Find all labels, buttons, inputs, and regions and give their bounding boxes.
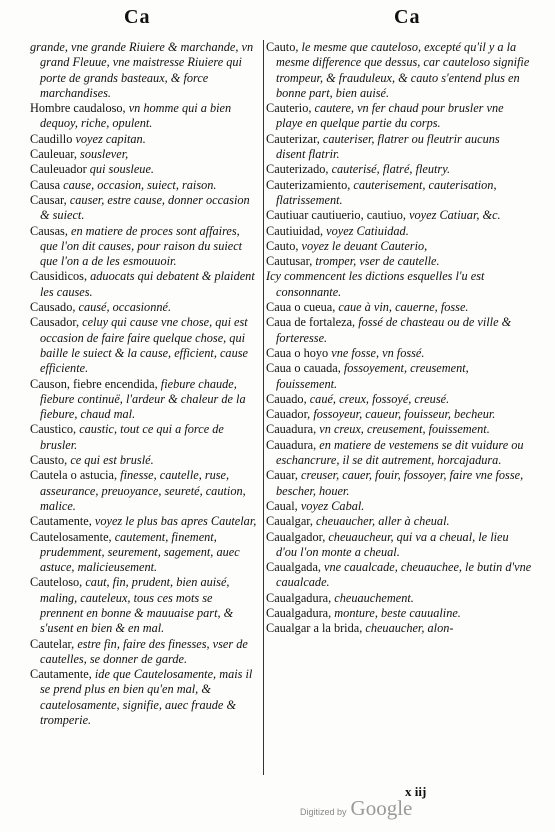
dictionary-entry xyxy=(266,530,532,561)
entry-definition: fiebure chaude, fiebure continuë, l'ardeur & chaleur de la fiebure, chaud mal. xyxy=(40,376,246,422)
entry-definition: le mesme que cauteloso, excepté qu'il y a la mesme difference que dessus, car cauteloso signifie trompeur, & frauduleux, & cauto s'entend plus en bonne part, bien auisé. xyxy=(276,40,530,100)
dictionary-entry xyxy=(266,392,532,407)
left-column xyxy=(30,40,258,728)
dictionary-entry xyxy=(30,162,258,177)
digitized-by-text: Digitized by xyxy=(300,807,347,817)
entry-headword: Caustico, xyxy=(30,422,80,437)
signature-mark: x iij xyxy=(405,784,427,799)
entry-definition: caustic, tout ce qui a force de brusler. xyxy=(40,422,224,452)
entry-headword: Causado, xyxy=(30,300,79,315)
dictionary-entry xyxy=(266,178,532,209)
entry-headword: Cauadura, xyxy=(266,422,320,437)
dictionary-entry xyxy=(30,40,258,101)
dictionary-entry xyxy=(266,591,532,606)
entry-definition: finesse, cautelle, ruse, asseurance, preuoyance, seureté, caution, malice. xyxy=(40,468,246,513)
entry-definition: caué, creux, fossoyé, creusé. xyxy=(309,391,450,406)
entry-definition: vn creux, creusement, fouissement. xyxy=(319,422,490,437)
entry-headword: Cautamente, xyxy=(30,514,95,529)
entry-headword: Caudillo xyxy=(30,131,76,146)
dictionary-entry xyxy=(266,438,532,469)
dictionary-entry xyxy=(266,101,532,132)
dictionary-entry xyxy=(266,315,532,346)
entry-definition: ide que Cautelosamente, mais il se prend plus en bien qu'en mal, & cautelosamente, signifie, auec fraude & tromperie. xyxy=(40,667,253,728)
dictionary-entry xyxy=(30,514,258,529)
dictionary-entry xyxy=(30,147,258,162)
entry-headword: Caua o hoyo xyxy=(266,345,332,360)
entry-headword: Cauto, xyxy=(266,40,302,54)
entry-headword: Cauterio, xyxy=(266,101,315,116)
entry-definition: causé, occasionné. xyxy=(78,300,172,315)
dictionary-entry xyxy=(266,621,532,636)
entry-headword: Caua o cueua, xyxy=(266,300,339,315)
dictionary-entry xyxy=(30,530,258,576)
entry-definition: monture, beste cauualine. xyxy=(334,605,461,620)
entry-headword: Causidicos, xyxy=(30,269,91,284)
entry-headword: Cauador, xyxy=(266,407,314,422)
dictionary-entry xyxy=(266,224,532,239)
entry-headword: Cautelosamente, xyxy=(30,529,115,544)
dictionary-entry xyxy=(30,422,258,453)
entry-definition: creuser, cauer, fouir, fossoyer, faire vne fosse, bescher, houer. xyxy=(276,468,524,498)
dictionary-entry xyxy=(30,468,258,514)
dictionary-entry xyxy=(30,637,258,668)
entry-definition: en matiere de vestemens se dit vuidure ou eschancrure, il se dit autrement, horcajadura. xyxy=(276,437,524,468)
entry-definition: cautement, finement, prudemment, seurement, sagement, auec astuce, malicieusement. xyxy=(40,529,240,575)
entry-headword: Cautelar, xyxy=(30,636,78,651)
entry-definition: Icy commencent les dictions esquelles l'u est consonnante. xyxy=(266,269,485,299)
entry-headword: Cauterizado, xyxy=(266,162,332,177)
entry-headword: Caualgadura, xyxy=(266,605,335,620)
entry-definition: cautere, vn fer chaud pour brusler vne playe en quelque partie du corps. xyxy=(276,101,504,131)
dictionary-entry xyxy=(30,300,258,315)
entry-definition: cauterisement, cauterisation, flatrissement. xyxy=(276,177,497,207)
dictionary-entry xyxy=(30,453,258,468)
entry-headword: Cauadura, xyxy=(266,437,320,452)
dictionary-entry xyxy=(266,269,532,300)
google-logo: Google xyxy=(350,796,413,820)
entry-definition: fossoyement, creusement, fouissement. xyxy=(276,361,469,391)
dictionary-entry xyxy=(266,254,532,269)
dictionary-entry xyxy=(266,560,532,591)
entry-headword: Cauado, xyxy=(266,391,310,406)
dictionary-entry xyxy=(266,40,532,101)
entry-definition: cauteriser, flatrer ou fleutrir aucuns disent flatrir. xyxy=(276,131,500,162)
dictionary-entry xyxy=(30,193,258,224)
entry-headword: Cauleuador xyxy=(30,162,90,177)
dictionary-entry xyxy=(30,101,258,132)
digitized-footer xyxy=(300,796,412,821)
entry-definition: ce qui est bruslé. xyxy=(70,453,154,468)
entry-definition: caut, fin, prudent, bien auisé, maling, cauteleux, tous ces mots se prennent en bonne & mauuaise part, & s'usent en bien & en mal. xyxy=(40,575,234,636)
entry-headword: Caualgadura, xyxy=(266,590,335,605)
entry-definition: grande, vne grande Riuiere & marchande, vn grand Fleuue, vne maistresse Riuiere qui porte de grands basteaux, & force marchandises. xyxy=(30,40,254,100)
entry-definition: cause, occasion, suiect, raison. xyxy=(63,177,217,192)
dictionary-entry xyxy=(266,361,532,392)
entry-definition: fossoyeur, caueur, fouisseur, becheur. xyxy=(313,407,496,422)
entry-headword: Cauterizar, xyxy=(266,131,323,146)
entry-headword: Cauleuar, xyxy=(30,147,81,162)
entry-definition: cheuaucher, aller à cheual. xyxy=(316,514,450,529)
entry-headword: Caua o cauada, xyxy=(266,361,344,376)
entry-definition: qui sousleue. xyxy=(89,162,154,177)
entry-headword: Caua de fortaleza, xyxy=(266,315,359,330)
entry-headword: Cauterizamiento, xyxy=(266,177,354,192)
dictionary-entry xyxy=(30,667,258,728)
dictionary-entry xyxy=(30,132,258,147)
entry-definition: causer, estre cause, donner occasion & suiect. xyxy=(40,192,250,223)
entry-headword: Cauteloso, xyxy=(30,575,86,590)
entry-headword: Hombre caudaloso, xyxy=(30,101,129,116)
entry-definition: cheuaucher, alon- xyxy=(365,621,454,636)
right-column xyxy=(266,40,532,637)
running-head-right: Ca xyxy=(394,6,421,28)
dictionary-entry xyxy=(266,468,532,499)
dictionary-entry xyxy=(266,239,532,254)
entry-headword: Caualgar a la brida, xyxy=(266,621,366,636)
entry-headword: Causador, xyxy=(30,315,83,330)
dictionary-entry xyxy=(266,300,532,315)
entry-headword: Cautela o astucia, xyxy=(30,468,121,483)
dictionary-entry xyxy=(30,315,258,376)
dictionary-entry xyxy=(266,606,532,621)
dictionary-entry xyxy=(266,407,532,422)
running-head-left: Ca xyxy=(124,6,151,28)
dictionary-entry xyxy=(266,346,532,361)
entry-headword: Cautiuidad, xyxy=(266,223,327,238)
entry-headword: Causto, xyxy=(30,453,71,468)
dictionary-entry xyxy=(266,162,532,177)
entry-headword: Causon, fiebre encendida, xyxy=(30,376,161,391)
entry-headword: Cautusar, xyxy=(266,254,316,269)
dictionary-entry xyxy=(266,208,532,223)
entry-definition: vne fosse, vn fossé. xyxy=(331,345,425,360)
dictionary-entry xyxy=(30,178,258,193)
entry-headword: Cauto, xyxy=(266,238,302,253)
dictionary-entry xyxy=(30,575,258,636)
entry-definition: cheuaucheur, qui va a cheual, le lieu d'ou l'on monte a cheual. xyxy=(276,529,509,559)
entry-definition: cauterisé, flatré, fleutry. xyxy=(331,162,451,177)
entry-definition: voyez le plus bas apres Cautelar, xyxy=(94,514,257,529)
entry-definition: voyez capitan. xyxy=(75,131,146,146)
entry-definition: voyez Catiuidad. xyxy=(326,223,409,238)
entry-definition: voyez Catiuar, &c. xyxy=(409,208,501,223)
entry-definition: en matiere de proces sont affaires, que l'on dit causes, pour raison du suiect que l'on a de les esmouuoir. xyxy=(40,223,243,269)
dictionary-entry xyxy=(30,377,258,423)
entry-definition: voyez Cabal. xyxy=(300,498,365,513)
dictionary-entry xyxy=(266,499,532,514)
dictionary-entry xyxy=(30,224,258,270)
entry-headword: Caualgador, xyxy=(266,529,329,544)
entry-definition: souslever, xyxy=(80,147,129,162)
entry-definition: caue à vin, cauerne, fosse. xyxy=(338,300,469,315)
entry-definition: voyez le deuant Cauterio, xyxy=(301,238,428,253)
entry-definition: tromper, vser de cautelle. xyxy=(315,254,440,269)
dictionary-entry xyxy=(266,514,532,529)
dictionary-entry xyxy=(266,132,532,163)
entry-headword: Causas, xyxy=(30,223,71,238)
dictionary-entry xyxy=(30,269,258,300)
entry-definition: aduocats qui debatent & plaident les causes. xyxy=(40,269,255,299)
entry-definition: vn homme qui a bien dequoy, riche, opulent. xyxy=(40,101,232,131)
entry-headword: Caualgada, xyxy=(266,560,325,575)
dictionary-entry xyxy=(266,422,532,437)
entry-definition: cheuauchement. xyxy=(334,590,414,605)
entry-definition: celuy qui cause vne chose, qui est occasion de faire faire quelque chose, qui baille le suiect & la cause, efficient, cause efficiente. xyxy=(40,315,248,376)
column-divider xyxy=(263,40,264,775)
entry-headword: Caualgar, xyxy=(266,514,317,529)
entry-headword: Cauar, xyxy=(266,468,302,483)
entry-headword: Cautiuar cautiuerio, cautiuo, xyxy=(266,208,410,223)
entry-headword: Caual, xyxy=(266,498,301,513)
entry-headword: Causar, xyxy=(30,192,70,207)
entry-definition: fossé de chasteau ou de ville & forteresse. xyxy=(276,315,512,345)
entry-headword: Cautamente, xyxy=(30,667,95,682)
entry-headword: Causa xyxy=(30,177,64,192)
entry-definition: estre fin, faire des finesses, vser de cautelles, se donner de garde. xyxy=(40,636,248,666)
entry-definition: vne caualcade, cheuauchee, le butin d'vne caualcade. xyxy=(276,560,532,590)
